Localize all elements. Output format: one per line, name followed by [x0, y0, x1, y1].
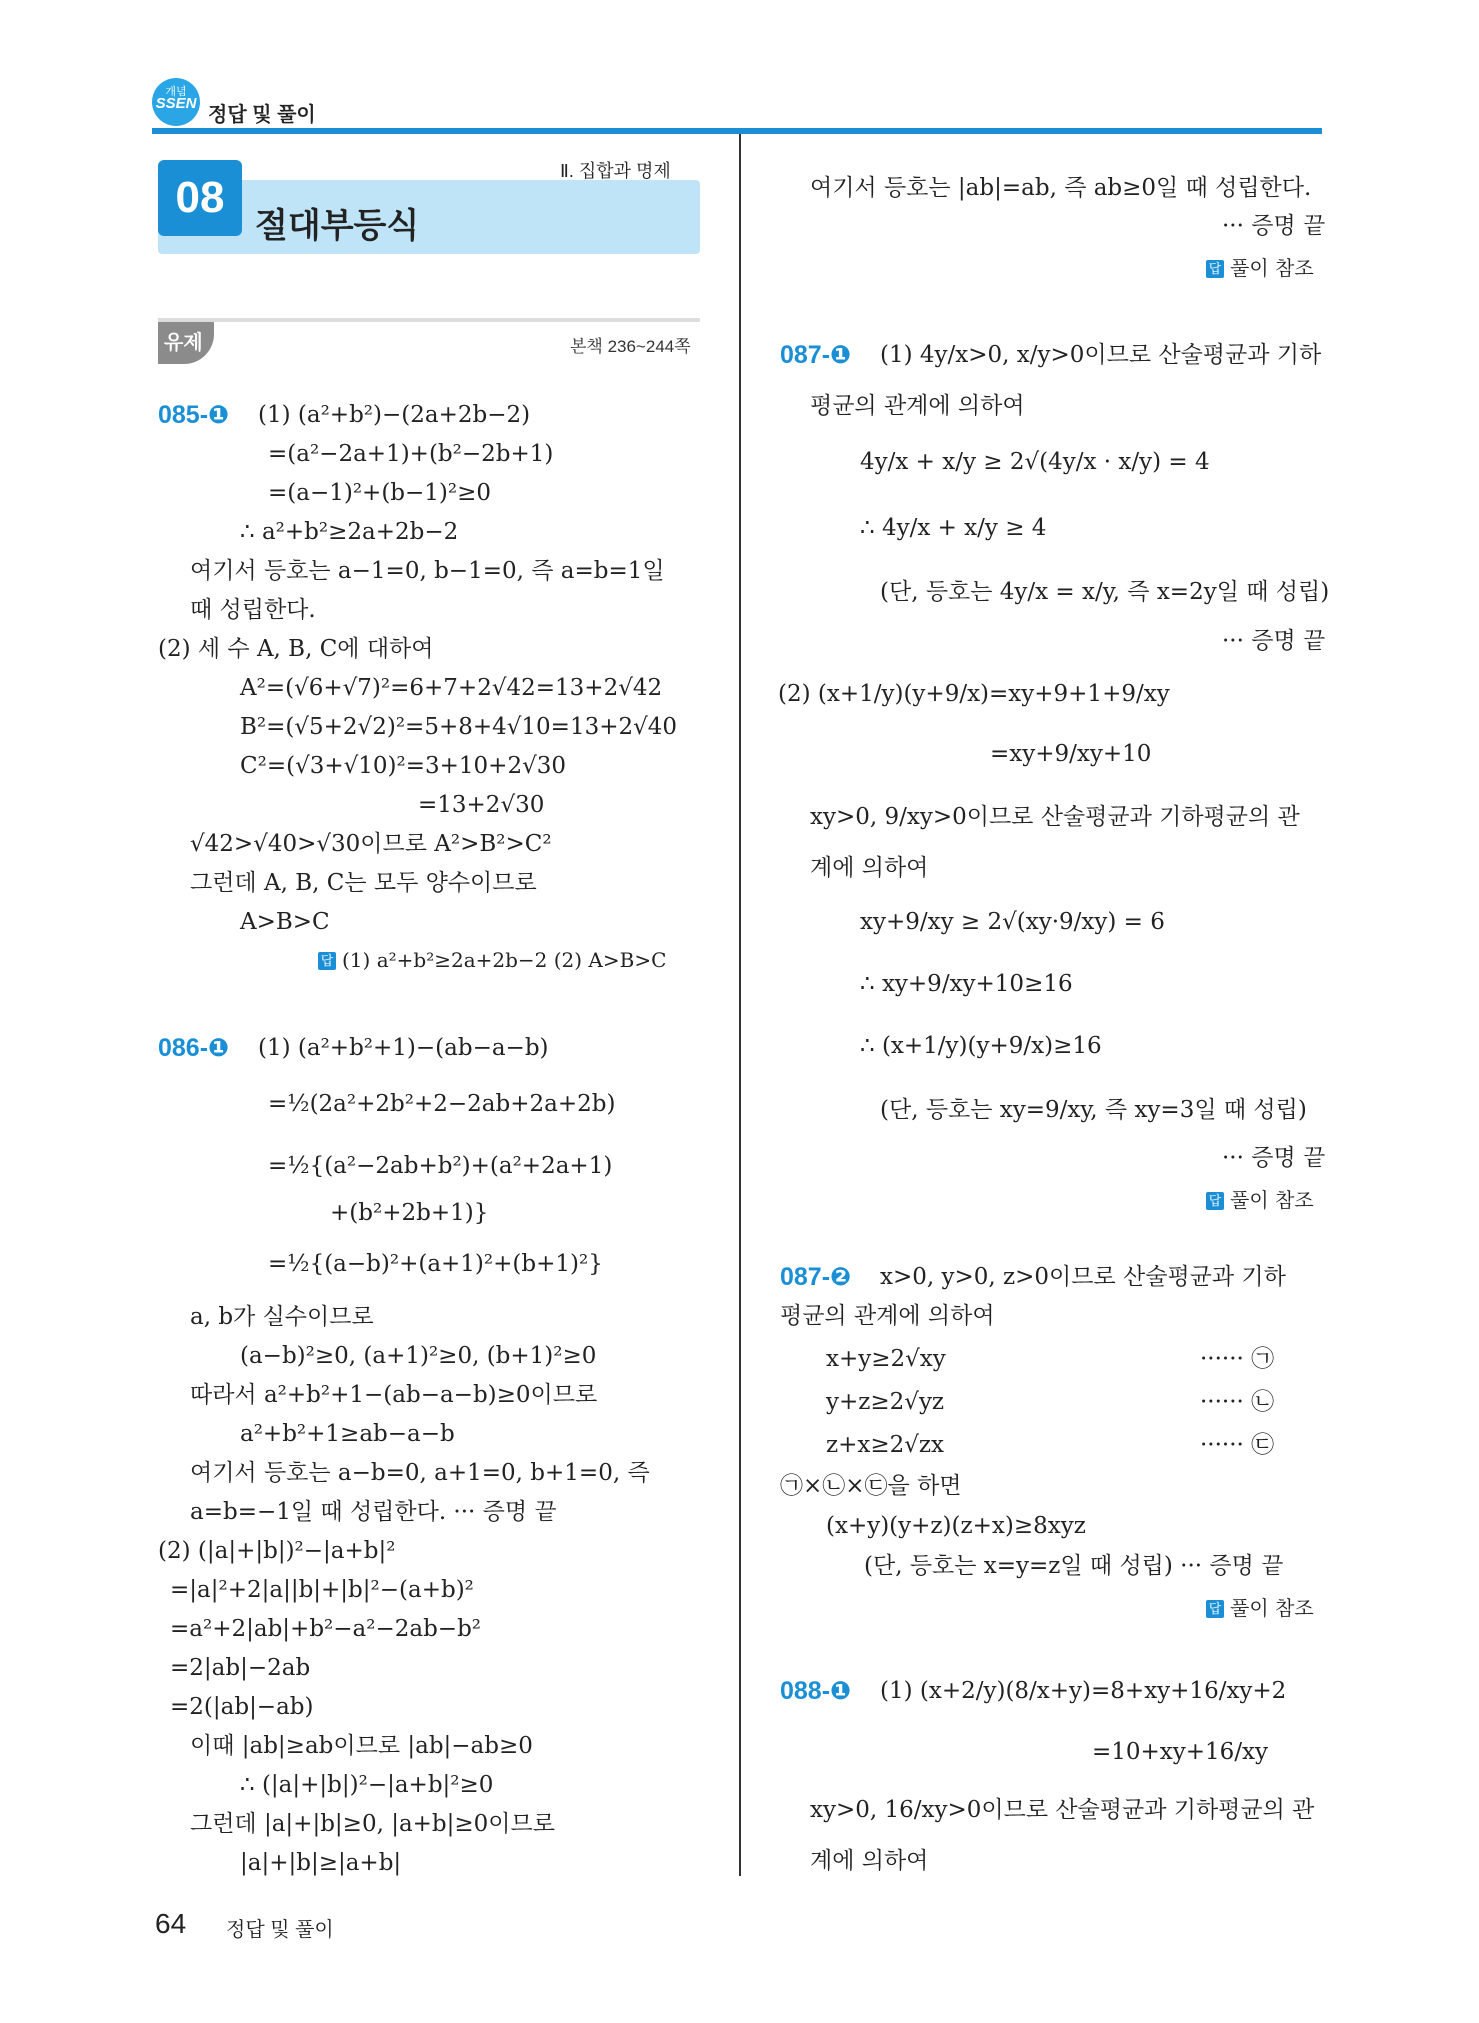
- solution-line: =(a−1)²+(b−1)²≥0: [268, 480, 492, 506]
- answer-087-1: [1206, 1184, 1314, 1213]
- solution-line: 그런데 A, B, C는 모두 양수이므로: [190, 870, 537, 896]
- footer-label: 정답 및 풀이: [226, 1919, 334, 1941]
- solution-line: +(b²+2b+1)}: [330, 1200, 489, 1226]
- section-rule: [158, 318, 700, 322]
- solution-line: 평균의 관계에 의하여: [810, 393, 1025, 419]
- proof-end: ··· 증명 끝: [1222, 1145, 1326, 1171]
- solution-line: x+y≥2√xy: [826, 1346, 946, 1372]
- section-reference: 본책 236~244쪽: [570, 337, 691, 356]
- solution-line: 이때 |ab|≥ab이므로 |ab|−ab≥0: [190, 1733, 533, 1759]
- solution-line: a, b가 실수이므로: [190, 1304, 374, 1330]
- page-number: 64: [155, 1908, 187, 1939]
- answer-text: (1) a²+b²≥2a+2b−2 (2) A>B>C: [342, 948, 667, 972]
- solution-line: =2(|ab|−ab): [170, 1694, 314, 1720]
- solution-line: 평균의 관계에 의하여: [780, 1303, 995, 1329]
- solution-line: (1) (x+2/y)(8/x+y)=8+xy+16/xy+2: [880, 1678, 1287, 1704]
- solution-line: z+x≥2√zx: [826, 1432, 945, 1458]
- equation-marker: ······ ㉠: [1200, 1346, 1275, 1372]
- logo-bottom-text: SSEN: [155, 95, 197, 112]
- solution-line: =½(2a²+2b²+2−2ab+2a+2b): [268, 1091, 616, 1117]
- problem-number-088-1: 088-❶: [780, 1677, 852, 1705]
- answer-087-2: [1206, 1592, 1314, 1621]
- answer-mark: 답: [1206, 1600, 1224, 1618]
- answer-text: 풀이 참조: [1230, 256, 1314, 280]
- solution-line: 그런데 |a|+|b|≥0, |a+b|≥0이므로: [190, 1811, 555, 1837]
- solution-line: =xy+9/xy+10: [990, 741, 1152, 767]
- solution-line: y+z≥2√yz: [826, 1389, 945, 1415]
- problem-number-087-2: 087-❷: [780, 1263, 852, 1291]
- answer-mark: 답: [1206, 260, 1224, 278]
- solution-line: 따라서 a²+b²+1−(ab−a−b)≥0이므로: [190, 1382, 598, 1408]
- solution-line: 4y/x + x/y ≥ 2√(4y/x · x/y) = 4: [860, 449, 1210, 475]
- solution-line: 여기서 등호는 a−b=0, a+1=0, b+1=0, 즉: [190, 1460, 650, 1486]
- solution-line: B²=(√5+2√2)²=5+8+4√10=13+2√40: [240, 714, 678, 740]
- solution-line: A>B>C: [240, 909, 330, 935]
- solution-line: xy>0, 16/xy>0이므로 산술평균과 기하평균의 관: [810, 1797, 1315, 1823]
- solution-line: =13+2√30: [418, 792, 545, 818]
- solution-line: ㉠×㉡×㉢을 하면: [780, 1473, 962, 1499]
- solution-line: =½{(a−b)²+(a+1)²+(b+1)²}: [268, 1251, 603, 1277]
- solution-line: 계에 의하여: [810, 855, 929, 881]
- solution-line: 계에 의하여: [810, 1848, 929, 1874]
- equation-marker: ······ ㉢: [1200, 1432, 1275, 1458]
- solution-line: √42>√40>√30이므로 A²>B²>C²: [190, 831, 552, 857]
- solution-line: x>0, y>0, z>0이므로 산술평균과 기하: [880, 1264, 1286, 1290]
- logo-top-text: 개념: [165, 86, 187, 98]
- solution-line: (2) 세 수 A, B, C에 대하여: [158, 636, 434, 662]
- chapter-breadcrumb: Ⅱ. 집합과 명제: [560, 161, 671, 181]
- solution-line: =10+xy+16/xy: [1092, 1739, 1269, 1765]
- answer-085-1: [318, 948, 666, 972]
- equation-marker: ······ ㉡: [1200, 1389, 1275, 1415]
- solution-line: A²=(√6+√7)²=6+7+2√42=13+2√42: [240, 675, 663, 701]
- ssen-logo: [152, 78, 200, 126]
- solution-line: xy>0, 9/xy>0이므로 산술평균과 기하평균의 관: [810, 804, 1300, 830]
- solution-line: ∴ (|a|+|b|)²−|a+b|²≥0: [240, 1772, 494, 1798]
- answer-text: 풀이 참조: [1230, 1596, 1314, 1620]
- solution-line: =|a|²+2|a||b|+|b|²−(a+b)²: [170, 1577, 474, 1603]
- problem-number-087-1: 087-❶: [780, 341, 852, 369]
- problem-number-085-1: 085-❶: [158, 401, 230, 429]
- proof-end: ··· 증명 끝: [1222, 628, 1326, 654]
- solution-line: =a²+2|ab|+b²−a²−2ab−b²: [170, 1616, 482, 1642]
- solution-line: ∴ 4y/x + x/y ≥ 4: [860, 515, 1047, 541]
- solution-line: 때 성립한다.: [190, 597, 316, 623]
- answer-mark: 답: [1206, 1192, 1224, 1210]
- proof-end: ··· 증명 끝: [1222, 213, 1326, 239]
- solution-line: ∴ (x+1/y)(y+9/x)≥16: [860, 1033, 1102, 1059]
- solution-line: (a−b)²≥0, (a+1)²≥0, (b+1)²≥0: [240, 1343, 597, 1369]
- solution-line: =(a²−2a+1)+(b²−2b+1): [268, 441, 554, 467]
- solution-line: ∴ a²+b²≥2a+2b−2: [240, 519, 459, 545]
- solution-line: =½{(a²−2ab+b²)+(a²+2a+1): [268, 1153, 613, 1179]
- header-rule: [152, 128, 1322, 134]
- solution-line: 여기서 등호는 a−1=0, b−1=0, 즉 a=b=1일: [190, 558, 665, 584]
- solution-line: (단, 등호는 4y/x = x/y, 즉 x=2y일 때 성립): [880, 579, 1330, 605]
- header-title: 정답 및 풀이: [208, 104, 316, 126]
- solution-line: (1) (a²+b²)−(2a+2b−2): [258, 402, 531, 428]
- solution-line: =2|ab|−2ab: [170, 1655, 311, 1681]
- solution-line: (1) 4y/x>0, x/y>0이므로 산술평균과 기하: [880, 342, 1322, 368]
- solution-line: a²+b²+1≥ab−a−b: [240, 1421, 455, 1447]
- solution-line: (1) (a²+b²+1)−(ab−a−b): [258, 1035, 549, 1061]
- problem-number-086-1: 086-❶: [158, 1034, 230, 1062]
- section-tag: 유제: [158, 322, 214, 364]
- solution-line: (2) (x+1/y)(y+9/x)=xy+9+1+9/xy: [778, 681, 1170, 707]
- solution-line: C²=(√3+√10)²=3+10+2√30: [240, 753, 567, 779]
- chapter-number: 08: [158, 160, 242, 236]
- answer-mark: 답: [318, 952, 336, 970]
- solution-line: a=b=−1일 때 성립한다. ··· 증명 끝: [190, 1499, 557, 1525]
- solution-line: (x+y)(y+z)(z+x)≥8xyz: [826, 1513, 1086, 1539]
- solution-line: ∴ xy+9/xy+10≥16: [860, 971, 1073, 997]
- solution-line: xy+9/xy ≥ 2√(xy·9/xy) = 6: [860, 909, 1165, 935]
- answer-text: 풀이 참조: [1230, 1188, 1314, 1212]
- chapter-title: 절대부등식: [255, 207, 420, 245]
- solution-line: (단, 등호는 xy=9/xy, 즉 xy=3일 때 성립): [880, 1097, 1307, 1123]
- solution-line: 여기서 등호는 |ab|=ab, 즉 ab≥0일 때 성립한다.: [810, 175, 1312, 201]
- solution-line: |a|+|b|≥|a+b|: [240, 1850, 402, 1876]
- answer-086-1: [1206, 252, 1314, 281]
- solution-line: (단, 등호는 x=y=z일 때 성립) ··· 증명 끝: [864, 1553, 1284, 1579]
- solution-line: (2) (|a|+|b|)²−|a+b|²: [158, 1538, 396, 1564]
- column-divider: [739, 134, 741, 1876]
